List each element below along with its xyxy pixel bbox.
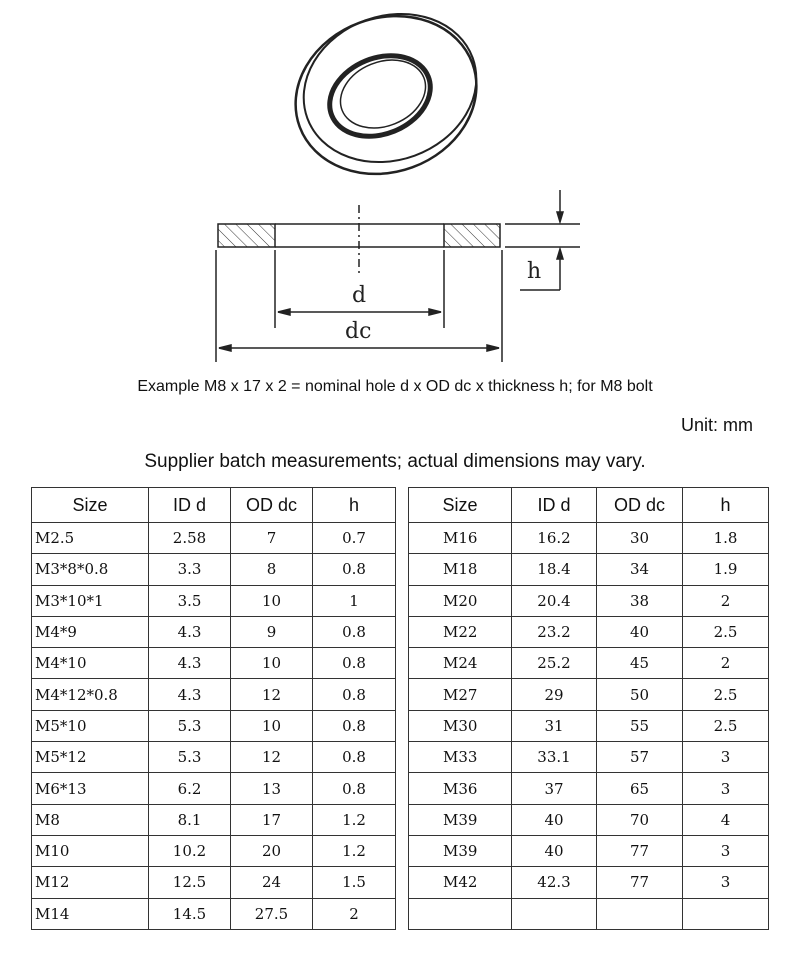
table-row <box>32 835 396 866</box>
cell-od: 13 <box>231 773 313 804</box>
washer-drawing <box>0 0 790 375</box>
cell-h: 0.8 <box>313 648 396 679</box>
cell-h: 3 <box>683 835 769 866</box>
header-id: ID d <box>149 488 231 523</box>
cell-size: M42 <box>409 867 512 898</box>
cell-size: M27 <box>409 679 512 710</box>
cell-od: 50 <box>597 679 683 710</box>
table-row <box>32 710 396 741</box>
cell-h: 1.2 <box>313 804 396 835</box>
label-h: h <box>527 259 542 284</box>
cell-id: 10.2 <box>149 835 231 866</box>
cell-od: 8 <box>231 554 313 585</box>
table-header-row <box>409 488 769 523</box>
cell-id: 25.2 <box>512 648 597 679</box>
cell-h: 0.8 <box>313 773 396 804</box>
table-row <box>409 679 769 710</box>
cell-id: 8.1 <box>149 804 231 835</box>
table-row <box>409 867 769 898</box>
table-caption: Supplier batch measurements; actual dimensions may vary. <box>144 451 646 472</box>
cell-size <box>409 898 512 929</box>
cell-h: 2.5 <box>683 710 769 741</box>
table-row <box>409 804 769 835</box>
cell-size: M39 <box>409 804 512 835</box>
cell-id: 23.2 <box>512 616 597 647</box>
cell-h: 3 <box>683 867 769 898</box>
cell-id: 4.3 <box>149 679 231 710</box>
cell-h: 0.8 <box>313 710 396 741</box>
cell-size: M12 <box>32 867 149 898</box>
size-table-left <box>31 487 396 930</box>
cell-h: 4 <box>683 804 769 835</box>
unit-label: Unit: mm <box>681 415 753 435</box>
cell-id: 29 <box>512 679 597 710</box>
cell-od: 45 <box>597 648 683 679</box>
cell-h: 2 <box>683 648 769 679</box>
cell-od: 24 <box>231 867 313 898</box>
cell-id: 12.5 <box>149 867 231 898</box>
cell-od: 12 <box>231 742 313 773</box>
cell-id: 37 <box>512 773 597 804</box>
cell-size: M22 <box>409 616 512 647</box>
cell-id: 5.3 <box>149 710 231 741</box>
header-size: Size <box>32 488 149 523</box>
cell-size: M14 <box>32 898 149 929</box>
cell-id: 5.3 <box>149 742 231 773</box>
header-id: ID d <box>512 488 597 523</box>
table-row <box>409 554 769 585</box>
cell-od: 65 <box>597 773 683 804</box>
cell-od: 7 <box>231 523 313 554</box>
cell-size: M39 <box>409 835 512 866</box>
table-row <box>32 867 396 898</box>
cell-id: 4.3 <box>149 616 231 647</box>
cell-size: M10 <box>32 835 149 866</box>
table-header-row <box>32 488 396 523</box>
cell-size: M4*12*0.8 <box>32 679 149 710</box>
cell-id: 3.5 <box>149 585 231 616</box>
cell-od: 40 <box>597 616 683 647</box>
table-row <box>409 648 769 679</box>
cell-size: M8 <box>32 804 149 835</box>
example-text: Example M8 x 17 x 2 = nominal hole d x OD dc x thickness h; for M8 bolt <box>137 378 653 395</box>
cell-od: 20 <box>231 835 313 866</box>
cell-id: 3.3 <box>149 554 231 585</box>
cell-id: 14.5 <box>149 898 231 929</box>
cell-od: 27.5 <box>231 898 313 929</box>
cell-od: 12 <box>231 679 313 710</box>
cell-id: 6.2 <box>149 773 231 804</box>
cell-od: 57 <box>597 742 683 773</box>
cell-od: 9 <box>231 616 313 647</box>
cell-size: M6*13 <box>32 773 149 804</box>
cell-id: 18.4 <box>512 554 597 585</box>
cell-h: 0.7 <box>313 523 396 554</box>
cell-size: M3*8*0.8 <box>32 554 149 585</box>
cell-id: 20.4 <box>512 585 597 616</box>
cell-id: 2.58 <box>149 523 231 554</box>
cell-size: M4*9 <box>32 616 149 647</box>
cell-od: 10 <box>231 710 313 741</box>
cell-size: M30 <box>409 710 512 741</box>
cell-size: M4*10 <box>32 648 149 679</box>
cell-od: 70 <box>597 804 683 835</box>
cell-id: 33.1 <box>512 742 597 773</box>
cell-id: 16.2 <box>512 523 597 554</box>
cell-od: 38 <box>597 585 683 616</box>
label-dc: dc <box>345 319 372 344</box>
table-row <box>409 523 769 554</box>
table-row <box>32 523 396 554</box>
cell-h: 0.8 <box>313 742 396 773</box>
cell-id: 42.3 <box>512 867 597 898</box>
table-row <box>409 585 769 616</box>
table-row <box>32 898 396 929</box>
header-h: h <box>313 488 396 523</box>
cell-h: 0.8 <box>313 679 396 710</box>
cell-od: 17 <box>231 804 313 835</box>
table-row <box>32 585 396 616</box>
cell-size: M5*10 <box>32 710 149 741</box>
header-h: h <box>683 488 769 523</box>
cell-h: 3 <box>683 773 769 804</box>
table-row <box>409 710 769 741</box>
table-row <box>409 773 769 804</box>
table-row <box>409 742 769 773</box>
cell-h: 0.8 <box>313 554 396 585</box>
cell-id: 40 <box>512 835 597 866</box>
cell-h <box>683 898 769 929</box>
cell-h: 0.8 <box>313 616 396 647</box>
table-row <box>32 648 396 679</box>
table-row <box>32 773 396 804</box>
cell-od: 30 <box>597 523 683 554</box>
cell-h: 1.2 <box>313 835 396 866</box>
table-row <box>409 616 769 647</box>
table-row <box>32 616 396 647</box>
table-row <box>32 804 396 835</box>
label-d: d <box>352 283 367 308</box>
cell-size: M33 <box>409 742 512 773</box>
cell-id: 31 <box>512 710 597 741</box>
header-od: OD dc <box>597 488 683 523</box>
header-size: Size <box>409 488 512 523</box>
cell-h: 2 <box>313 898 396 929</box>
cell-size: M24 <box>409 648 512 679</box>
cell-id: 4.3 <box>149 648 231 679</box>
cell-od: 10 <box>231 585 313 616</box>
cell-size: M2.5 <box>32 523 149 554</box>
cell-h: 2.5 <box>683 679 769 710</box>
size-table-right <box>408 487 769 930</box>
cell-od: 10 <box>231 648 313 679</box>
cell-h: 1 <box>313 585 396 616</box>
cell-h: 1.8 <box>683 523 769 554</box>
header-od: OD dc <box>231 488 313 523</box>
cell-id <box>512 898 597 929</box>
cell-size: M18 <box>409 554 512 585</box>
cell-size: M3*10*1 <box>32 585 149 616</box>
cell-od: 77 <box>597 867 683 898</box>
cell-h: 1.5 <box>313 867 396 898</box>
cell-size: M20 <box>409 585 512 616</box>
cell-h: 1.9 <box>683 554 769 585</box>
table-row <box>32 554 396 585</box>
cell-size: M16 <box>409 523 512 554</box>
cell-od: 55 <box>597 710 683 741</box>
cell-size: M5*12 <box>32 742 149 773</box>
table-row <box>409 835 769 866</box>
cell-od: 77 <box>597 835 683 866</box>
cell-h: 2 <box>683 585 769 616</box>
cell-h: 3 <box>683 742 769 773</box>
cell-size: M36 <box>409 773 512 804</box>
table-row <box>409 898 769 929</box>
table-row <box>32 742 396 773</box>
cell-od: 34 <box>597 554 683 585</box>
washer-3d-view <box>273 0 499 199</box>
cell-h: 2.5 <box>683 616 769 647</box>
table-row <box>32 679 396 710</box>
washer-section-view <box>216 190 580 362</box>
cell-id: 40 <box>512 804 597 835</box>
cell-od <box>597 898 683 929</box>
